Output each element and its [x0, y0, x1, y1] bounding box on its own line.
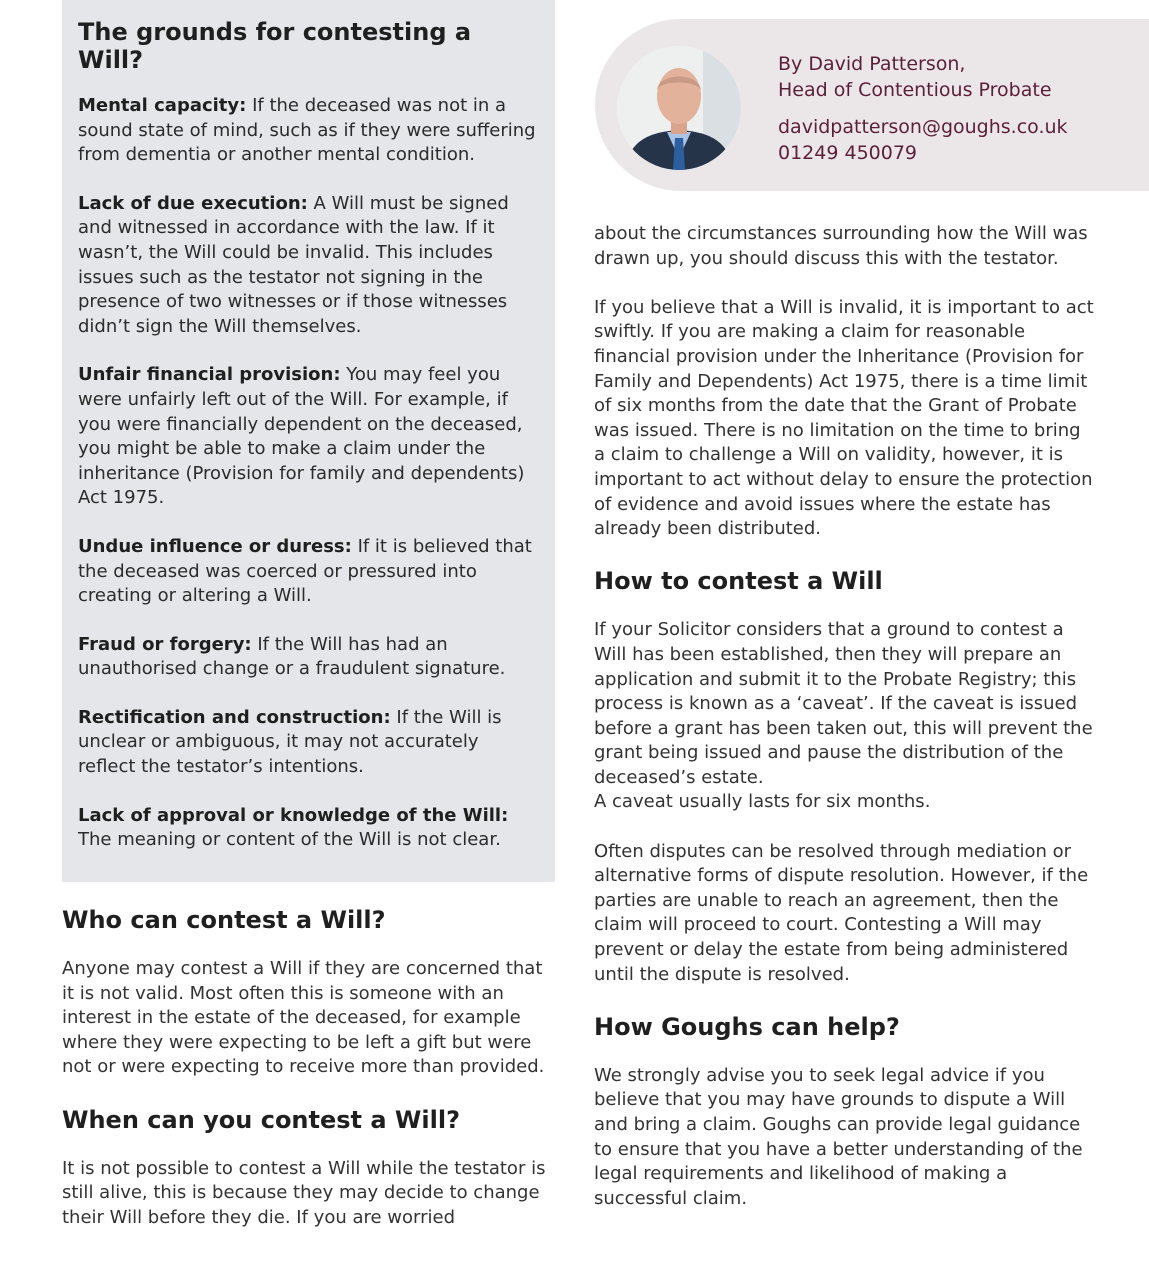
ground-text: A Will must be signed and witnessed in accordance with the law. If it wasn’t, the Will could be invalid. This includes issues such as the testator not signing in the presence of two witnesses or if those witnesses didn’t sign the Will themselves.: [78, 192, 509, 337]
ground-item: [78, 804, 541, 853]
ground-label: Lack of approval or knowledge of the Will:: [78, 804, 509, 826]
ground-label: Lack of due execution:: [78, 192, 308, 214]
when-continued-paragraph: about the circumstances surrounding how the Will was drawn up, you should discuss this with the testator.: [594, 223, 1088, 269]
author-email-link[interactable]: davidpatterson@goughs.co.uk: [778, 116, 1068, 138]
right-column: [594, 222, 1094, 1236]
timing-paragraph: If you believe that a Will is invalid, it is important to act swiftly. If you are making a claim for reasonable financial provision under the Inheritance (Provision for Family and Dependents) Act 1975, there is a time limit of six months from the date that the Grant of Probate was issued. There is no limitation on the time to bring a claim to challenge a Will on validity, however, it is important to act without delay to ensure the protection of evidence and avoid issues where the estate has already been distributed.: [594, 296, 1094, 540]
who-paragraph: Anyone may contest a Will if they are concerned that it is not valid. Most often this is someone with an interest in the estate of the deceased, for example where they were expecting to be left a gift but were not or were expecting to receive more than provided.: [62, 958, 545, 1078]
ground-label: Undue influence or duress:: [78, 535, 352, 557]
how-paragraph-2: Often disputes can be resolved through mediation or alternative forms of dispute resolution. However, if the parties are unable to reach an agreement, then the claim will proceed to court. Contesting a Will may prevent or delay the estate from being administered until the dispute is resolved.: [594, 840, 1089, 985]
ground-text: If the Will has had an unauthorised change or a fraudulent signature.: [78, 633, 506, 680]
author-phone-link[interactable]: 01249 450079: [778, 142, 918, 164]
caveat-duration-line: A caveat usually lasts for six months.: [594, 791, 931, 813]
grounds-box: [62, 0, 555, 882]
author-byline: By David Patterson,: [778, 53, 966, 75]
help-heading: How Goughs can help?: [594, 1012, 900, 1041]
ground-item: [78, 94, 541, 168]
author-role: Head of Contentious Probate: [778, 79, 1052, 101]
author-details: [778, 51, 1068, 166]
how-paragraph-1: If your Solicitor considers that a ground to contest a Will has been established, then they will prepare an application and submit it to the Probate Registry; this process is known as a ‘caveat’. If the caveat is issued before a grant has been taken out, this will prevent the grant being issued and pause the distribution of the deceased’s estate.: [594, 619, 1093, 788]
ground-text: If the Will is unclear or ambiguous, it may not accurately reflect the testator’s intentions.: [78, 706, 502, 778]
how-heading: How to contest a Will: [594, 567, 883, 596]
grounds-heading: The grounds for contesting a Will?: [78, 18, 472, 74]
ground-text: You may feel you were unfairly left out of the Will. For example, if you were financially dependent on the deceased, you might be able to make a claim under the inheritance (Provision for family and dependents) Act 1975.: [78, 364, 525, 509]
left-column: [62, 905, 557, 1255]
author-portrait-image: [617, 46, 741, 170]
ground-text: If the deceased was not in a sound state of mind, such as if they were suffering from dementia or another mental condition.: [78, 95, 536, 166]
spacer: [778, 103, 1068, 114]
when-paragraph: It is not possible to contest a Will while the testator is still alive, this is because they may decide to change their Will before they die. If you are worried: [62, 1157, 546, 1228]
help-paragraph: We strongly advise you to seek legal advice if you believe that you may have grounds to dispute a Will and bring a claim. Goughs can provide legal guidance to ensure that you have a better understanding of the legal requirements and likelihood of making a successful claim.: [594, 1064, 1083, 1209]
ground-item: [78, 706, 541, 780]
author-card: [595, 19, 1149, 191]
ground-item: [78, 633, 541, 682]
who-heading: Who can contest a Will?: [62, 906, 386, 934]
ground-label: Fraud or forgery:: [78, 633, 252, 655]
ground-text: If it is believed that the deceased was coerced or pressured into creating or altering a Will.: [78, 535, 532, 607]
ground-label: Unfair financial provision:: [78, 364, 341, 386]
ground-item: [78, 192, 541, 340]
when-heading: When can you contest a Will?: [62, 1105, 461, 1134]
ground-text: The meaning or content of the Will is not clear.: [78, 829, 501, 851]
ground-item: [78, 535, 541, 609]
author-photo: [617, 46, 741, 170]
ground-label: Mental capacity:: [78, 95, 247, 116]
ground-item: [78, 363, 541, 511]
ground-label: Rectification and construction:: [78, 706, 391, 728]
